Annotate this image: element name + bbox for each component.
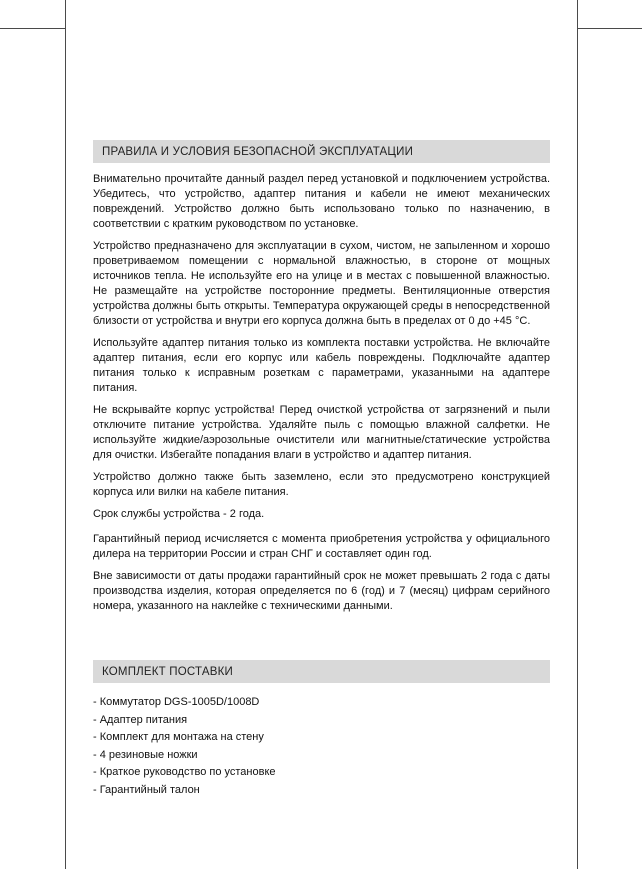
list-item: - Гарантийный талон [93,783,200,796]
list-item: - Коммутатор DGS-1005D/1008D [93,696,260,708]
safety-paragraph-2: Устройство предназначено для эксплуатации в сухом, чистом, не запыленном и хорошо проветриваемом помещении с нормальной влажностью, в стороне от мощных источников тепла. Не используйте его на улице и в местах с повышенной влажностью. Не размещайте на устройстве посторонние предметы. Вентиляционные отверстия устройства должны быть открыты. Температура окружающей среды в непосредственной близости от устройства и внутри его корпуса должна быть в пределах от 0 до +45 °C. [93,240,550,327]
safety-paragraph-1: Внимательно прочитайте данный раздел перед установкой и подключением устройства. Убедитесь, что устройство, адаптер питания и кабели не имеют механических повреждений. Устройство должно быть использовано только по назначению, в соответствии с кратким руководством по установке. [93,173,550,230]
safety-section-header [93,140,550,163]
left-margin-line [65,0,66,869]
right-margin-line [577,0,578,869]
package-section-header [93,660,550,683]
safety-paragraph-3: Используйте адаптер питания только из комплекта поставки устройства. Не включайте адаптер питания, если его корпус или кабель повреждены. Подключайте адаптер питания только к исправным розеткам с параметрами, указанными на адаптере питания. [93,337,550,394]
package-section-title: КОМПЛЕКТ ПОСТАВКИ [102,665,233,678]
safety-paragraph-4: Не вскрывайте корпус устройства! Перед очисткой устройства от загрязнений и пыли отключите питание устройства. Удаляйте пыль с помощью влажной салфетки. Не используйте жидкие/аэрозольные очистители или магнитные/статические устройства для очистки. Избегайте попадания влаги в устройство и адаптер питания. [93,404,550,461]
top-right-crop-mark [577,28,642,29]
list-item: - Краткое руководство по установке [93,766,276,778]
warranty-paragraph-2: Вне зависимости от даты продажи гарантийный срок не может превышать 2 года с даты производства изделия, которая определяется по 6 (год) и 7 (месяц) цифрам серийного номера, указанного на наклейке с техническими данными. [93,570,550,612]
package-contents-section [93,660,550,799]
top-left-crop-mark [0,28,65,29]
list-item: - 4 резиновые ножки [93,748,198,761]
safety-section [93,140,550,614]
page-content [93,140,550,799]
service-life-paragraph: Срок службы устройства - 2 года. [93,508,265,520]
list-item: - Комплект для монтажа на стену [93,731,264,743]
safety-paragraph-5: Устройство должно также быть заземлено, если это предусмотрено конструкцией корпуса или вилки на кабеле питания. [93,471,550,498]
list-item: - Адаптер питания [93,713,188,726]
package-items-list [93,692,550,799]
warranty-paragraph-1: Гарантийный период исчисляется с момента приобретения устройства у официального дилера на территории России и стран СНГ и составляет один год. [93,533,550,560]
safety-section-title: ПРАВИЛА И УСЛОВИЯ БЕЗОПАСНОЙ ЭКСПЛУАТАЦИИ [102,145,414,158]
